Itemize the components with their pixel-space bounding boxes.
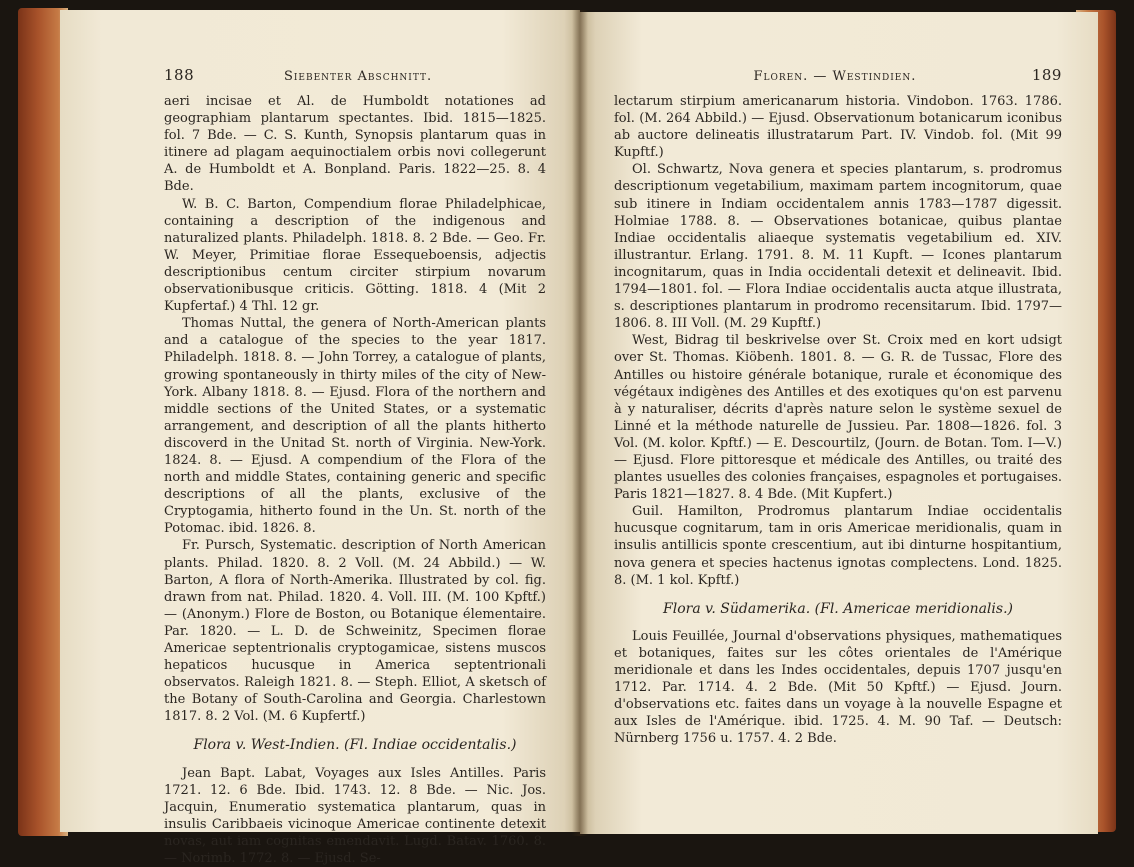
left-paragraph-2: W. B. C. Barton, Compendium florae Philadelphicae, containing a description of the indigenous and naturalized plants. Philadelph. 1818. 8. 2 Bde. — Geo. Fr. W. Meyer, Primitiae florae Essequeboensis, adjectis descriptionibus centum circiter stirpium novarum observationibusque criticis. Götting. 1818. 4 (Mit 2 Kupfertaf.) 4 Thl. 12 gr.: [164, 196, 546, 315]
left-section-paragraph-1: Jean Bapt. Labat, Voyages aux Isles Antilles. Paris 1721. 12. 6 Bde. Ibid. 1743. 12. 8 Bde. — Nic. Jos. Jacquin, Enumeratio systematica plantarum, quas in insulis Caribbaeis vicinoque Americae continente detexit novas, aut iam cognitas emendavit. Lugd. Batav. 1760. 8. — Norimb. 1772. 8. — Ejusd. Se-: [164, 765, 546, 867]
right-page-number: 189: [1031, 66, 1062, 84]
left-paragraph-3: Thomas Nuttal, the genera of North-American plants and a catalogue of the species to the year 1817. Philadelph. 1818. 8. — John Torrey, a catalogue of plants, growing spontaneously in thirty miles of the city of New-York. Albany 1818. 8. — Ejusd. Flora of the northern and middle sections of the United States, or a systematic arrangement, and description of all the plants hitherto discoverd in the Unitad St. north of Virginia. New-York. 1824. 8. — Ejusd. A compendium of the Flora of the north and middle States, containing generic and specific descriptions of all the plants, exclusive of the Cryptogamia, hitherto found in the Un. St. north of the Potomac. ibid. 1826. 8.: [164, 316, 546, 537]
left-page-number: 188: [164, 66, 195, 84]
right-paragraph-3: West, Bidrag til beskrivelse over St. Croix med en kort udsigt over St. Thomas. Kiöbenh. 1801. 8. — G. R. de Tussac, Flore des Antilles ou histoire générale botanique, rurale et économique des végétaux indigènes des Antilles et des exotiques qu'on est parvenu à y naturaliser, décrits d'après nature selon le système sexuel de Linné et la méthode naturelle de Jussieu. Par. 1808—1826. fol. 3 Vol. (M. kolor. Kpftf.) — E. Descourtilz, (Journ. de Botan. Tom. I—V.) — Ejusd. Flore pittoresque et médicale des Antilles, ou traité des plantes usuelles des colonies françaises, espagnoles et portugaises. Paris 1821—1827. 8. 4 Bde. (Mit Kupfert.): [614, 333, 1062, 503]
right-section-paragraph-1: Louis Feuillée, Journal d'observations physiques, mathematiques et botaniques, faites sur les côtes orientales de l'Amérique meridionale et dans les Indes occidentales, depuis 1707 jusqu'en 1712. Par. 1714. 4. 2 Bde. (Mit 50 Kpftf.) — Ejusd. Journ. d'observations etc. faites dans un voyage à la nouvelle Espagne et aux Isles de l'Amérique. ibid. 1725. 4. M. 90 Taf. — Deutsch: Nürnberg 1756 u. 1757. 4. 2 Bde.: [614, 628, 1062, 747]
left-running-title: Siebenter Abschnitt.: [283, 69, 433, 84]
right-page: [580, 12, 1098, 834]
right-paragraph-4: Guil. Hamilton, Prodromus plantarum Indiae occidentalis hucusque cognitarum, tam in oris Americae meridionalis, quam in insulis antillicis sponte crescentium, aut ibi dinturne hospitantium, nova genera et species hactenus ignotas complectens. Lond. 1825. 8. (M. 1 kol. Kpftf.): [614, 504, 1062, 588]
left-section-heading: Flora v. West-Indien. (Fl. Indiae occidentalis.): [193, 737, 517, 754]
right-paragraph-1: lectarum stirpium americanarum historia. Vindobon. 1763. 1786. fol. (M. 264 Abbild.) — Ejusd. Observationum botanicarum iconibus ab auctore delineatis illustratarum Part. IV. Vindob. fol. (Mit 99 Kupftf.): [614, 94, 1062, 161]
right-running-head: [614, 66, 1062, 84]
left-paragraph-1: aeri incisae et Al. de Humboldt notationes ad geographiam plantarum spectantes. Ibid. 1815—1825. fol. 7 Bde. — C. S. Kunth, Synopsis plantarum quas in itinere ad plagam aequinoctialem orbis novi collegerunt A. de Humboldt et A. Bonpland. Paris. 1822—25. 8. 4 Bde.: [164, 94, 546, 195]
right-section-heading: Flora v. Südamerika. (Fl. Americae meridionalis.): [663, 600, 1013, 617]
book-gutter-shadow: [572, 10, 588, 836]
right-body-text: [614, 93, 1062, 747]
left-paragraph-4: Fr. Pursch, Systematic. description of North American plants. Philad. 1820. 8. 2 Voll. (M. 24 Abbild.) — W. Barton, A flora of North-Amerika. Illustrated by col. fig. drawn from nat. Philad. 1820. 4. Voll. III. (M. 100 Kpftf.) — (Anonym.) Flore de Boston, ou Botanique élementaire. Par. 1820. — L. D. de Schweinitz, Specimen florae Americae septentrionalis cryptogamicae, sistens muscos hepaticos hucusque in America septentrionali observatos. Raleigh 1821. 8. — Steph. Elliot, A sketsch of the Botany of South-Carolina and Georgia. Charlestown 1817. 8. 2 Vol. (M. 6 Kupfertf.): [164, 538, 546, 725]
right-running-title: Floren. — Westindien.: [753, 69, 917, 84]
left-running-head: [164, 66, 546, 84]
right-paragraph-2: Ol. Schwartz, Nova genera et species plantarum, s. prodromus descriptionum vegetabilium, maximam partem incognitorum, quae sub itinere in Indiam occidentalem annis 1783—1787 digessit. Holmiae 1788. 8. — Observationes botanicae, quibus plantae Indiae occidentalis aliaeque systematis vegetabilium ed. XIV. illustrantur. Erlang. 1791. 8. M. 11 Kupft. — Icones plantarum incognitarum, quas in India occidentali detexit et delineavit. Ibid. 1794—1801. fol. — Flora Indiae occidentalis aucta atque illustrata, s. descriptiones plantarum in prodromo recensitarum. Ibid. 1797—1806. 8. III Voll. (M. 29 Kupftf.): [614, 162, 1062, 332]
left-body-text: [164, 93, 546, 867]
left-page: [60, 10, 580, 867]
